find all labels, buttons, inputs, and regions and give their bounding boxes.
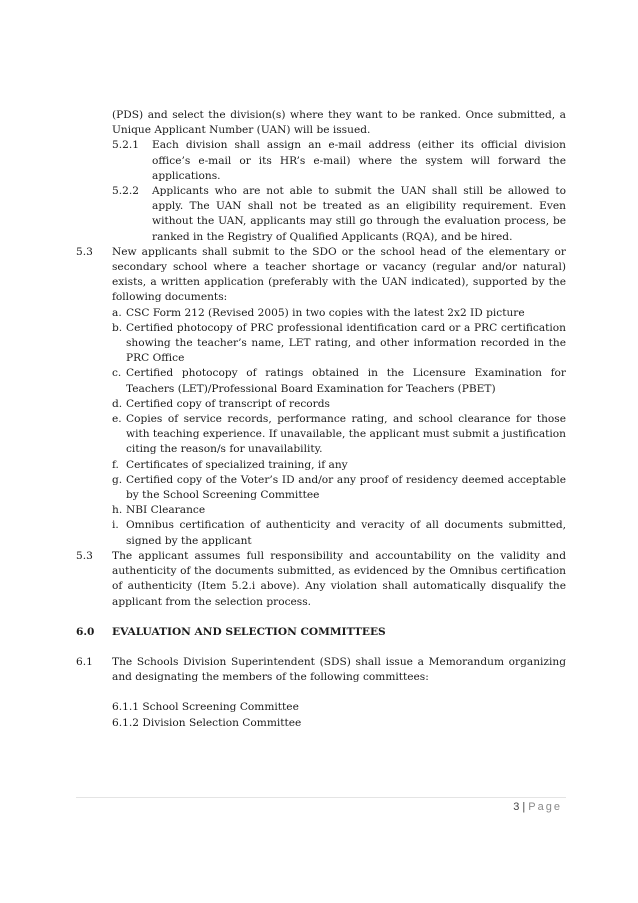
list-item [112,503,566,518]
list-letter: c. [112,367,122,380]
list-text: Certified copy of transcript of records [126,397,330,410]
list-text: Copies of service records, performance rating, and school clearance for those with teaching experience. If unavailable, the applicant must submit a justification citing the reason/s for unavailability. [126,413,566,456]
list-item [112,473,566,503]
list-letter: h. [112,504,123,517]
list-letter: g. [112,473,123,486]
footer-separator: | [522,801,526,813]
page-label: Page [528,801,562,813]
section-number: 6.1 [76,655,93,668]
section-text: The Schools Division Superintendent (SDS) shall issue a Memorandum organizing and designating the members of the following committees: [112,655,566,684]
page-footer [513,801,562,813]
page-number: 3 [513,801,520,813]
section-5-3-new-applicants [76,245,566,306]
list-item [112,518,566,548]
committee-item: 6.1.1 School Screening Committee [112,701,299,714]
section-6-0-heading [76,625,566,640]
section-title: EVALUATION AND SELECTION COMMITTEES [112,625,386,638]
sub-item-text: Each division shall assign an e-mail address (either its official division office’s e-mail or its HR’s e-mail) where the system will forward the applications. [152,139,566,182]
list-letter: f. [112,458,119,471]
list-text: Certified copy of the Voter’s ID and/or any proof of residency deemed acceptable by the School Screening Committee [126,473,566,502]
sub-item-5-2-2 [112,184,566,245]
spacer [76,685,566,700]
sub-item-text: Applicants who are not able to submit the UAN shall still be allowed to apply. The UAN shall not be treated as an eligibility requirement. Even without the UAN, applicants may still go through the evaluation process, be ranked in the Registry of Qualified Applicants (RQA), and be hired. [152,185,566,243]
documents-list [112,306,566,549]
list-letter: d. [112,397,123,410]
section-number: 5.3 [76,245,93,258]
committee-item: 6.1.2 Division Selection Committee [112,716,302,729]
section-5-3-responsibility [76,549,566,610]
section-6-1 [76,655,566,685]
list-letter: e. [112,413,122,426]
list-letter: i. [112,519,119,532]
list-text: CSC Form 212 (Revised 2005) in two copies with the latest 2x2 ID picture [126,306,525,319]
sub-item-5-2-1 [112,138,566,184]
sub-item-number: 5.2.1 [112,139,139,152]
list-text: Certified photocopy of ratings obtained in the Licensure Examination for Teachers (LET)/Professional Board Examination for Teachers (PBET) [126,367,566,395]
list-text: Omnibus certification of authenticity and veracity of all documents submitted, signed by the applicant [126,519,566,547]
list-item [112,366,566,396]
list-item [112,321,566,367]
list-letter: b. [112,321,123,334]
list-item [112,412,566,458]
list-item [112,458,566,473]
list-text: Certificates of specialized training, if any [126,458,348,471]
section-text: New applicants shall submit to the SDO or the school head of the elementary or secondary school where a teacher shortage or vacancy (regular and/or natural) exists, a written application (preferably with the UAN indicated), supported by the following documents: [112,245,566,304]
page-content [76,108,566,731]
section-text: The applicant assumes full responsibility and accountability on the validity and authenticity of the documents submitted, as evidenced by the Omnibus certification of authenticity (Item 5.2.i above). Any violation shall automatically disqualify the applicant from the selection process. [112,549,566,608]
spacer [76,610,566,625]
list-text: NBI Clearance [126,504,206,517]
sub-item-number: 5.2.2 [112,185,139,198]
list-letter: a. [112,306,122,319]
footer-divider [76,797,566,798]
spacer [76,640,566,655]
list-item [112,397,566,412]
section-number: 5.3 [76,549,93,562]
list-item [112,306,566,321]
section-number: 6.0 [76,625,95,638]
intro-paragraph: (PDS) and select the division(s) where they want to be ranked. Once submitted, a Unique Applicant Number (UAN) will be issued. [112,109,566,137]
list-text: Certified photocopy of PRC professional identification card or a PRC certification showing the teacher’s name, LET rating, and other information recorded in the PRC Office [126,321,566,365]
